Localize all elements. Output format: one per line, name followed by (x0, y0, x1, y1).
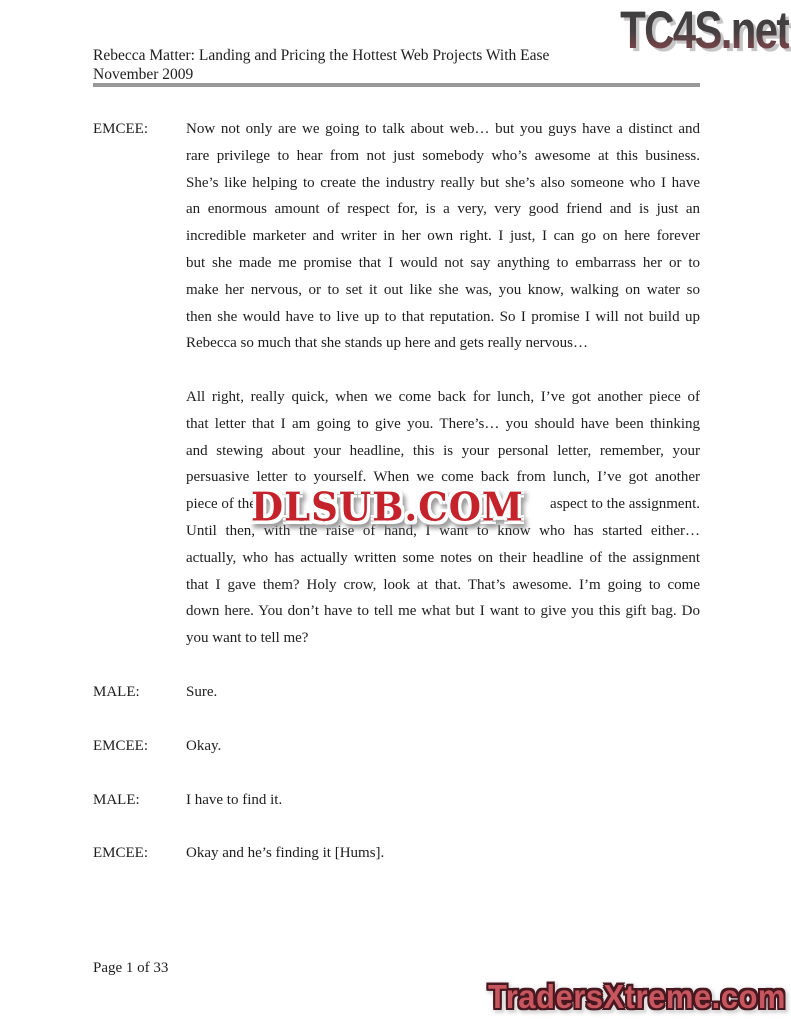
obscured-line-left: piece of the (186, 496, 256, 513)
transcript-block (93, 787, 700, 814)
text-line: Until then, with the raise of hand, I want to know who has started either… (186, 522, 700, 539)
obscured-line-right: aspect to the assignment. (550, 496, 700, 513)
text-line: Now not only are we going to talk about web… but you guys have a distinct and (186, 121, 700, 137)
speaker-label: EMCEE: (93, 845, 148, 862)
speech-text (186, 679, 700, 706)
title-line-2: November 2009 (93, 66, 194, 83)
text-line: make her nervous, or to set it out like she was, you know, walking on water so (186, 281, 700, 298)
document-title (93, 46, 549, 84)
text-line: All right, really quick, when we come back for lunch, I’ve got another piece of (186, 388, 700, 405)
header-divider (93, 83, 700, 87)
text-line: then she would have to live up to that reputation. So I promise I will not build up (186, 308, 700, 325)
text-line: that letter that I am going to give you. There’s… you should have been thinking (186, 415, 700, 432)
speech-text (186, 733, 700, 760)
text-line: an enormous amount of respect for, is a very, very good friend and is just an (186, 201, 700, 218)
text-line: I have to find it. (186, 791, 283, 808)
text-line: rare privilege to hear from not just somebody who’s awesome at this business. (186, 147, 700, 164)
speaker-label: MALE: (93, 791, 140, 808)
text-line: Rebecca so much that she stands up here and gets really nervous… (186, 335, 588, 352)
paragraph (186, 116, 700, 357)
transcript-block (93, 733, 700, 760)
text-line: that I gave them? Holy crow, look at that. That’s awesome. I’m going to come (186, 576, 700, 593)
text-line: and stewing about your headline, this is your personal letter, remember, your (186, 442, 700, 459)
title-line-1: Rebecca Matter: Landing and Pricing the Hottest Web Projects With Ease (93, 47, 550, 64)
speaker-label: EMCEE: (93, 121, 148, 137)
text-line: but she made me promise that I would not say anything to embarrass her or to (186, 254, 700, 271)
speaker-label: EMCEE: (93, 737, 148, 754)
transcript-block (93, 679, 700, 706)
tc4s-logo: TC4S.net (620, 0, 789, 60)
speech-text (186, 787, 700, 814)
text-line: Sure. (186, 683, 218, 700)
page-number: Page 1 of 33 (93, 960, 169, 976)
text-line: Okay. (186, 737, 222, 754)
text-line: down here. You don’t have to tell me what but I want to give you this gift bag. Do (186, 603, 700, 620)
text-line: incredible marketer and writer in her own right. I just, I can go on here forever (186, 228, 700, 245)
tradersxtreme-logo: TradersXtreme.com (488, 977, 786, 1016)
text-line: persuasive letter to yourself. When we come back from lunch, I’ve got another (186, 469, 700, 486)
text-line: She’s like helping to create the industry really but she’s also someone who I have (186, 174, 700, 191)
speaker-label: MALE: (93, 683, 140, 700)
transcript-block (93, 116, 700, 652)
text-line: actually, who has actually written some notes on their headline of the assignment (186, 549, 700, 566)
speech-text (186, 840, 700, 867)
speech-text (186, 116, 700, 652)
dlsub-watermark: DLSUB.COM (251, 483, 524, 531)
text-line: Okay and he’s finding it [Hums]. (186, 845, 385, 862)
text-line: you want to tell me? (186, 630, 309, 647)
transcript-block (93, 840, 700, 867)
